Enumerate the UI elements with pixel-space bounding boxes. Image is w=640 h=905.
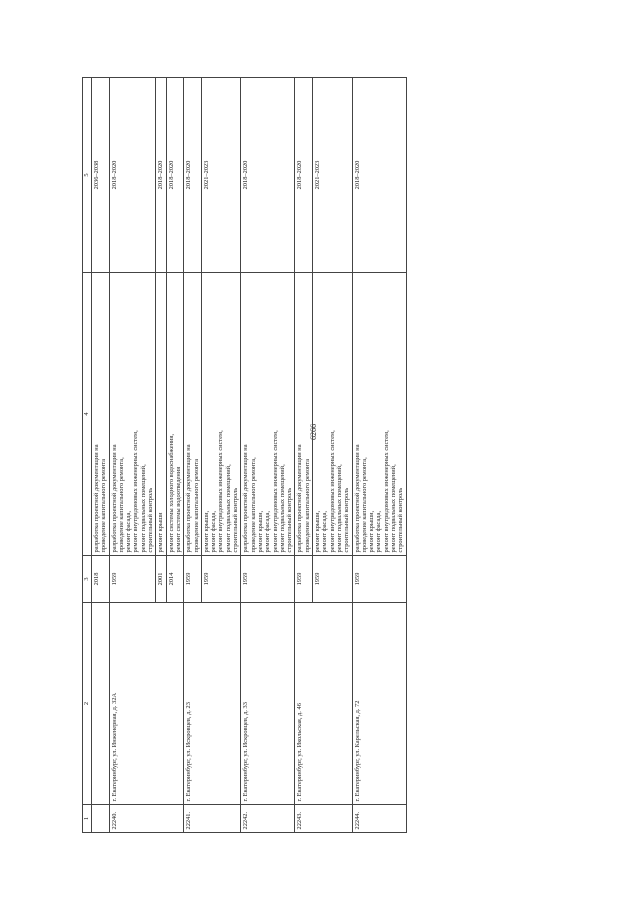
work-line: разработка проектной документации на — [185, 444, 193, 553]
year-cell: 1959 — [241, 556, 295, 603]
header-cell-1: 1 — [83, 805, 92, 833]
year-cell: 2014 — [166, 556, 184, 603]
work-line: ремонт фасада, — [210, 511, 218, 553]
work-line: ремонт подвальных помещений, — [224, 464, 232, 553]
work-line: ремонт подвальных помещений, — [335, 464, 343, 553]
row-number: 22242. — [241, 805, 295, 833]
period-cell: 2021–2023 — [201, 78, 240, 273]
year-cell: 1959 — [295, 556, 313, 603]
period-cell: 2018–2020 — [109, 78, 156, 273]
year-cell: 1959 — [201, 556, 240, 603]
header-cell-5: 5 — [83, 78, 92, 273]
work-line: ремонт фасада, — [321, 511, 329, 553]
work-line: ремонт подвальных помещений, — [389, 464, 397, 553]
period-cell: 2018–2020 — [295, 78, 313, 273]
works-cell — [109, 273, 156, 556]
work-line: проведение капитального ремонта, — [360, 457, 368, 553]
work-line: ремонт подвальных помещений, — [278, 464, 286, 553]
period-cell: 2021–2023 — [313, 78, 352, 273]
work-line: разработка проектной документации на — [93, 444, 100, 553]
year-cell: 1959 — [352, 556, 406, 603]
header-cell-4: 4 — [83, 273, 92, 556]
year-cell: 1959 — [109, 556, 156, 603]
header-row — [83, 78, 92, 833]
work-line: ремонт крыши, — [202, 510, 210, 553]
year-cell: 2001 — [156, 556, 166, 603]
address-cell: г. Екатеринбург, ул. Искровцев, д. 33 — [241, 603, 295, 805]
work-line: проведение капитального ремонта — [303, 458, 311, 553]
address-cell: г. Екатеринбург, ул. Икольская, д. 46 — [295, 603, 352, 805]
table-row — [352, 78, 406, 833]
period-cell: 2018–2020 — [352, 78, 406, 273]
period-cell: 2018–2020 — [241, 78, 295, 273]
work-line: ремонт крыши, — [314, 510, 322, 553]
work-line: проведение капитального ремонта, — [249, 457, 257, 553]
work-line: разработка проектной документации на — [353, 444, 361, 553]
year-cell: 1959 — [184, 556, 202, 603]
works-cell — [313, 273, 352, 556]
work-line: строительный контроль — [397, 487, 405, 553]
work-line: ремонт фасада, — [264, 511, 272, 553]
year-cell: 1959 — [313, 556, 352, 603]
work-line: разработка проектной документации на — [242, 444, 250, 553]
work-line: ремонт подвальных помещений, — [139, 464, 147, 553]
row-number: 22244. — [352, 805, 406, 833]
works-cell — [156, 273, 166, 556]
period-cell: 2036–2038 — [92, 78, 110, 273]
table-row — [92, 78, 110, 833]
header-cell-3: 3 — [83, 556, 92, 603]
rotated-page — [82, 78, 600, 833]
work-line: ремонт внутридомовых инженерных систем, — [382, 430, 390, 553]
works-cell — [295, 273, 313, 556]
table-row — [184, 78, 202, 833]
work-line: ремонт системы холодного водоснабжения, — [167, 434, 175, 553]
works-cell — [184, 273, 202, 556]
table-row — [241, 78, 295, 833]
works-cell — [201, 273, 240, 556]
work-line: ремонт внутридомовых инженерных систем, — [217, 430, 225, 553]
row-number: 22241. — [184, 805, 241, 833]
work-line: ремонт фасада, — [125, 511, 133, 553]
row-number: 22240. — [109, 805, 184, 833]
work-line: ремонт фасада, — [375, 511, 383, 553]
address-cell: г. Екатеринбург, ул. Карельская, д. 72 — [352, 603, 406, 805]
work-line: разработка проектной документации на — [110, 444, 118, 553]
work-line: ремонт внутридомовых инженерных систем, — [328, 430, 336, 553]
period-cell: 2018–2020 — [166, 78, 184, 273]
work-line: ремонт внутридомовых инженерных систем, — [271, 430, 279, 553]
table-row — [109, 78, 156, 833]
repair-schedule-table — [82, 77, 407, 833]
work-line: строительный контроль — [286, 487, 294, 553]
work-line: строительный контроль — [232, 487, 240, 553]
work-line: проведение капитального ремонта — [100, 458, 108, 553]
works-cell — [166, 273, 184, 556]
work-line: ремонт системы водоотведения — [174, 466, 182, 553]
table-body — [83, 78, 407, 833]
address-cell — [92, 603, 110, 805]
work-line: проведение капитального ремонта — [192, 458, 200, 553]
header-cell-2: 2 — [83, 603, 92, 805]
table-row — [295, 78, 313, 833]
period-cell: 2018–2020 — [156, 78, 166, 273]
row-number — [92, 805, 110, 833]
work-line: ремонт крыши — [157, 512, 165, 553]
works-cell — [92, 273, 110, 556]
work-line: ремонт крыши, — [368, 510, 376, 553]
row-number: 22243. — [295, 805, 352, 833]
address-cell: г. Екатеринбург, ул. Искровцев, д. 23 — [184, 603, 241, 805]
work-line: строительный контроль — [147, 487, 155, 553]
year-cell: 2018 — [92, 556, 110, 603]
work-line: ремонт крыши, — [256, 510, 264, 553]
address-cell: г. Екатеринбург, ул. Инженерная, д. 32А — [109, 603, 184, 805]
works-cell — [241, 273, 295, 556]
page-number: 6266 — [309, 424, 318, 440]
period-cell: 2018–2020 — [184, 78, 202, 273]
works-cell — [352, 273, 406, 556]
work-line: разработка проектной документации на — [296, 444, 304, 553]
work-line: ремонт внутридомовых инженерных систем, — [132, 430, 140, 553]
work-line: строительный контроль — [343, 487, 351, 553]
work-line: проведение капитального ремонта, — [117, 457, 125, 553]
